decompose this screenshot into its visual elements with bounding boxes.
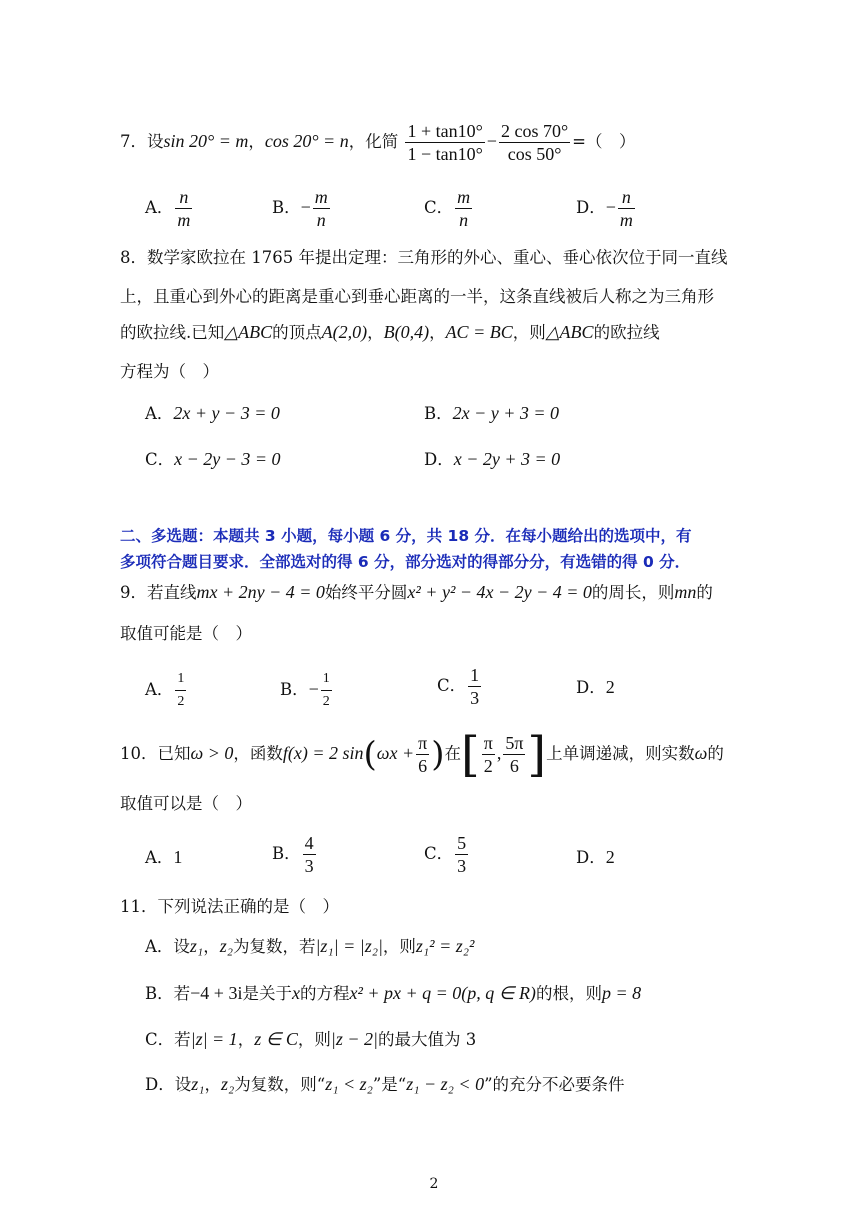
q8-option-a[interactable] bbox=[145, 400, 280, 424]
q7-frac1-num: 1 + tan10° bbox=[407, 121, 483, 141]
option-math: x bbox=[291, 983, 300, 1003]
option-text: ， bbox=[237, 1030, 255, 1049]
option-text: 2 bbox=[605, 677, 615, 697]
q8-line-4: 方程为（ ） bbox=[120, 362, 219, 381]
option-math: z₁ bbox=[191, 1074, 205, 1094]
frac-den: 6 bbox=[418, 756, 428, 776]
q7-option-b[interactable] bbox=[272, 186, 332, 231]
q7-frac1-den: 1 − tan10° bbox=[407, 144, 483, 164]
option-fraction bbox=[313, 186, 330, 231]
q10-text: 上单调递减，则实数 bbox=[546, 744, 695, 763]
option-text: C．若 bbox=[145, 1030, 191, 1049]
option-label: A． bbox=[145, 848, 174, 867]
q10-arg: ωx + bbox=[376, 743, 415, 763]
option-text: D．设 bbox=[145, 1075, 192, 1094]
q7-sep2: ，化简 bbox=[348, 132, 399, 151]
q9-text: 9．若直线 bbox=[120, 583, 197, 602]
option-den: 2 bbox=[322, 694, 330, 709]
frac-den: 2 bbox=[483, 756, 493, 776]
option-fraction bbox=[175, 668, 186, 713]
section-2-line-2: 多项符合题目要求．全部选对的得 6 分，部分选对的得部分分，有选错的得 0 分． bbox=[120, 553, 691, 571]
q10-function: f(x) = 2 sin bbox=[282, 743, 364, 763]
q7-fraction-1 bbox=[405, 120, 484, 165]
option-label: C． bbox=[437, 676, 467, 695]
q9-line-eq: mx + 2ny − 4 = 0 bbox=[196, 582, 325, 602]
q11-option-a[interactable] bbox=[145, 933, 474, 957]
q7-frac2-num: 2 cos 70° bbox=[500, 121, 569, 141]
q8-line-2: 上，且重心到外心的距离是重心到垂心距离的一半，这条直线被后人称之为三角形 bbox=[120, 287, 714, 306]
option-math: p = 8 bbox=[601, 983, 642, 1003]
option-text: x − 2y − 3 = 0 bbox=[174, 449, 281, 469]
option-num: n bbox=[618, 186, 635, 209]
option-den: 2 bbox=[177, 694, 185, 709]
q9-line-2: 取值可能是（ ） bbox=[120, 624, 252, 643]
option-label: D． bbox=[576, 198, 606, 217]
q10-text: 10．已知 bbox=[120, 744, 191, 763]
q10-option-a[interactable] bbox=[145, 844, 182, 868]
q8-text: 的顶点 bbox=[272, 323, 322, 342]
page-number: 2 bbox=[429, 1176, 439, 1192]
q8-text: ， bbox=[429, 323, 446, 342]
option-text: 的方程 bbox=[299, 984, 350, 1003]
q8-text: 的欧拉线.已知 bbox=[120, 323, 225, 342]
option-text: ”是“ bbox=[372, 1075, 407, 1094]
option-text: 1 bbox=[173, 847, 183, 867]
option-math: −4 + 3i bbox=[190, 983, 243, 1003]
q10-line-1 bbox=[120, 726, 724, 783]
option-math: z₁ < z₂ bbox=[325, 1074, 373, 1094]
option-text: 为复数，若 bbox=[232, 937, 316, 956]
q8-triangle: △ABC bbox=[224, 322, 273, 342]
left-paren: ( bbox=[363, 734, 377, 775]
option-text: A．设 bbox=[145, 937, 190, 956]
option-text: 为复数，则“ bbox=[234, 1075, 326, 1094]
option-fraction bbox=[455, 832, 468, 877]
option-math: |z| = 1 bbox=[190, 1029, 238, 1049]
q8-text: 的欧拉线 bbox=[593, 323, 660, 342]
option-num: 1 bbox=[175, 668, 186, 691]
option-text: ， bbox=[204, 1075, 221, 1094]
q8-point-a: A(2,0) bbox=[321, 322, 368, 342]
option-num: n bbox=[175, 186, 192, 209]
option-label: C． bbox=[424, 844, 454, 863]
option-label: C． bbox=[424, 198, 454, 217]
option-math: z₁ − z₂ < 0 bbox=[406, 1074, 485, 1094]
option-label: B． bbox=[424, 404, 453, 423]
q7-cond1: sin 20° = m bbox=[163, 131, 249, 151]
q7-frac2-den: cos 50° bbox=[507, 144, 562, 164]
option-text: 的最大值为 3 bbox=[377, 1030, 477, 1049]
option-num: 5 bbox=[457, 833, 467, 853]
q8-option-d[interactable] bbox=[424, 446, 560, 470]
option-label: D． bbox=[576, 678, 606, 697]
option-label: D． bbox=[576, 848, 606, 867]
q7-minus: − bbox=[486, 131, 497, 151]
frac-num: 5π bbox=[505, 733, 524, 753]
q10-line-2: 取值可以是（ ） bbox=[120, 794, 252, 813]
option-math: z₂ bbox=[221, 1074, 235, 1094]
option-den: m bbox=[177, 210, 191, 230]
option-math: |z₁| = |z₂| bbox=[315, 936, 383, 956]
q10-option-d[interactable] bbox=[576, 844, 615, 868]
q11-option-b[interactable] bbox=[145, 980, 641, 1004]
frac-den: 6 bbox=[509, 756, 519, 776]
option-num: 4 bbox=[304, 833, 314, 853]
option-num: 1 bbox=[321, 668, 332, 691]
right-bracket: ] bbox=[527, 726, 547, 783]
option-text: 是关于 bbox=[242, 984, 292, 1003]
q9-mn: mn bbox=[674, 582, 697, 602]
frac-num: π bbox=[483, 733, 493, 753]
option-text: ，则 bbox=[382, 937, 416, 956]
option-math: z₁² = z₂² bbox=[415, 936, 475, 956]
option-sign: − bbox=[605, 197, 616, 217]
q10-option-c[interactable] bbox=[424, 832, 470, 877]
option-fraction bbox=[468, 664, 481, 709]
option-fraction bbox=[618, 186, 635, 231]
q7-option-c[interactable] bbox=[424, 186, 474, 231]
q10-omega: ω bbox=[694, 743, 708, 763]
option-text: 的根，则 bbox=[535, 984, 602, 1003]
option-num: 1 bbox=[470, 665, 480, 685]
q11-option-c[interactable] bbox=[145, 1026, 476, 1050]
option-text: ，则 bbox=[297, 1030, 331, 1049]
section-2-line-1: 二、多选题：本题共 3 小题，每小题 6 分，共 18 分．在每小题给出的选项中，有 bbox=[120, 527, 692, 545]
option-den: 3 bbox=[470, 688, 480, 708]
q9-text: 的 bbox=[696, 583, 713, 602]
q9-option-d[interactable] bbox=[576, 674, 615, 698]
option-den: 3 bbox=[304, 856, 314, 876]
option-label: A． bbox=[145, 404, 174, 423]
option-label: B． bbox=[280, 680, 309, 699]
q10-text: ，函数 bbox=[233, 744, 283, 763]
q8-option-b[interactable] bbox=[424, 400, 559, 424]
q9-option-c[interactable] bbox=[437, 664, 483, 709]
option-label: B． bbox=[272, 198, 301, 217]
q11-option-d[interactable] bbox=[145, 1071, 625, 1095]
option-num: m bbox=[457, 187, 471, 207]
option-fraction bbox=[455, 186, 472, 231]
option-text: x − 2y + 3 = 0 bbox=[453, 449, 561, 469]
q8-line-3 bbox=[120, 320, 660, 345]
q10-text: 的 bbox=[707, 744, 724, 763]
q9-circle-eq: x² + y² − 4x − 2y − 4 = 0 bbox=[407, 582, 592, 602]
option-sign: − bbox=[300, 197, 311, 217]
right-paren: ) bbox=[431, 734, 445, 775]
option-label: B． bbox=[272, 844, 301, 863]
q9-line-1 bbox=[120, 580, 713, 605]
option-text: ， bbox=[203, 937, 220, 956]
q9-text: 始终平分圆 bbox=[324, 583, 408, 602]
option-num: m bbox=[314, 187, 328, 207]
q7-tail: =（ ） bbox=[572, 132, 636, 151]
q8-triangle: △ABC bbox=[545, 322, 594, 342]
option-den: n bbox=[316, 210, 326, 230]
q10-omega-cond: ω > 0 bbox=[190, 743, 234, 763]
option-fraction bbox=[175, 186, 192, 231]
q10-interval-start bbox=[482, 732, 495, 777]
q8-option-c[interactable] bbox=[145, 446, 281, 470]
option-sign: − bbox=[308, 679, 319, 699]
q10-pi-frac bbox=[416, 732, 429, 777]
option-den: 3 bbox=[457, 856, 467, 876]
option-text: B．若 bbox=[145, 984, 191, 1003]
q10-comma: , bbox=[496, 743, 502, 763]
q7-fraction-2 bbox=[499, 120, 570, 165]
option-math: z ∈ C bbox=[254, 1029, 298, 1049]
q8-text: ， bbox=[367, 323, 384, 342]
option-label: A． bbox=[145, 198, 174, 217]
option-text: 2x + y − 3 = 0 bbox=[173, 403, 280, 423]
section-2-heading bbox=[120, 523, 760, 575]
option-math: z₁ bbox=[189, 936, 204, 956]
option-fraction bbox=[303, 832, 316, 877]
q9-text: 的周长，则 bbox=[591, 583, 675, 602]
option-math: |z − 2| bbox=[330, 1029, 378, 1049]
q11-stem: 11．下列说法正确的是（ ） bbox=[120, 897, 339, 916]
question-7-stem bbox=[120, 120, 635, 165]
option-label: C． bbox=[145, 450, 175, 469]
q7-option-d[interactable] bbox=[576, 186, 637, 231]
q8-point-b: B(0,4) bbox=[383, 322, 430, 342]
option-fraction bbox=[321, 668, 332, 713]
option-label: D． bbox=[424, 450, 454, 469]
q10-option-b[interactable] bbox=[272, 832, 318, 877]
q7-sep1: ， bbox=[248, 132, 265, 151]
q7-option-a[interactable] bbox=[145, 186, 194, 231]
option-den: n bbox=[459, 210, 469, 230]
option-text: 2 bbox=[605, 847, 615, 867]
option-math: x² + px + q = 0(p, q ∈ R) bbox=[349, 983, 536, 1003]
q8-line-1: 8．数学家欧拉在 1765 年提出定理：三角形的外心、重心、垂心依次位于同一直线 bbox=[120, 248, 728, 267]
q8-condition: AC = BC bbox=[445, 322, 513, 342]
frac-num: π bbox=[418, 733, 428, 753]
q10-interval-end bbox=[503, 732, 525, 777]
option-label: A． bbox=[145, 680, 174, 699]
q9-option-b[interactable] bbox=[280, 668, 334, 713]
option-text: ”的充分不必要条件 bbox=[484, 1075, 625, 1094]
q8-text: ，则 bbox=[512, 323, 546, 342]
q10-text: 在 bbox=[444, 744, 461, 763]
left-bracket: [ bbox=[460, 726, 480, 783]
q9-option-a[interactable] bbox=[145, 668, 188, 713]
option-text: 2x − y + 3 = 0 bbox=[452, 403, 560, 423]
q7-prefix: 7．设 bbox=[120, 132, 164, 151]
option-den: m bbox=[619, 210, 633, 230]
option-math: z₂ bbox=[219, 936, 233, 956]
q7-cond2: cos 20° = n bbox=[264, 131, 349, 151]
